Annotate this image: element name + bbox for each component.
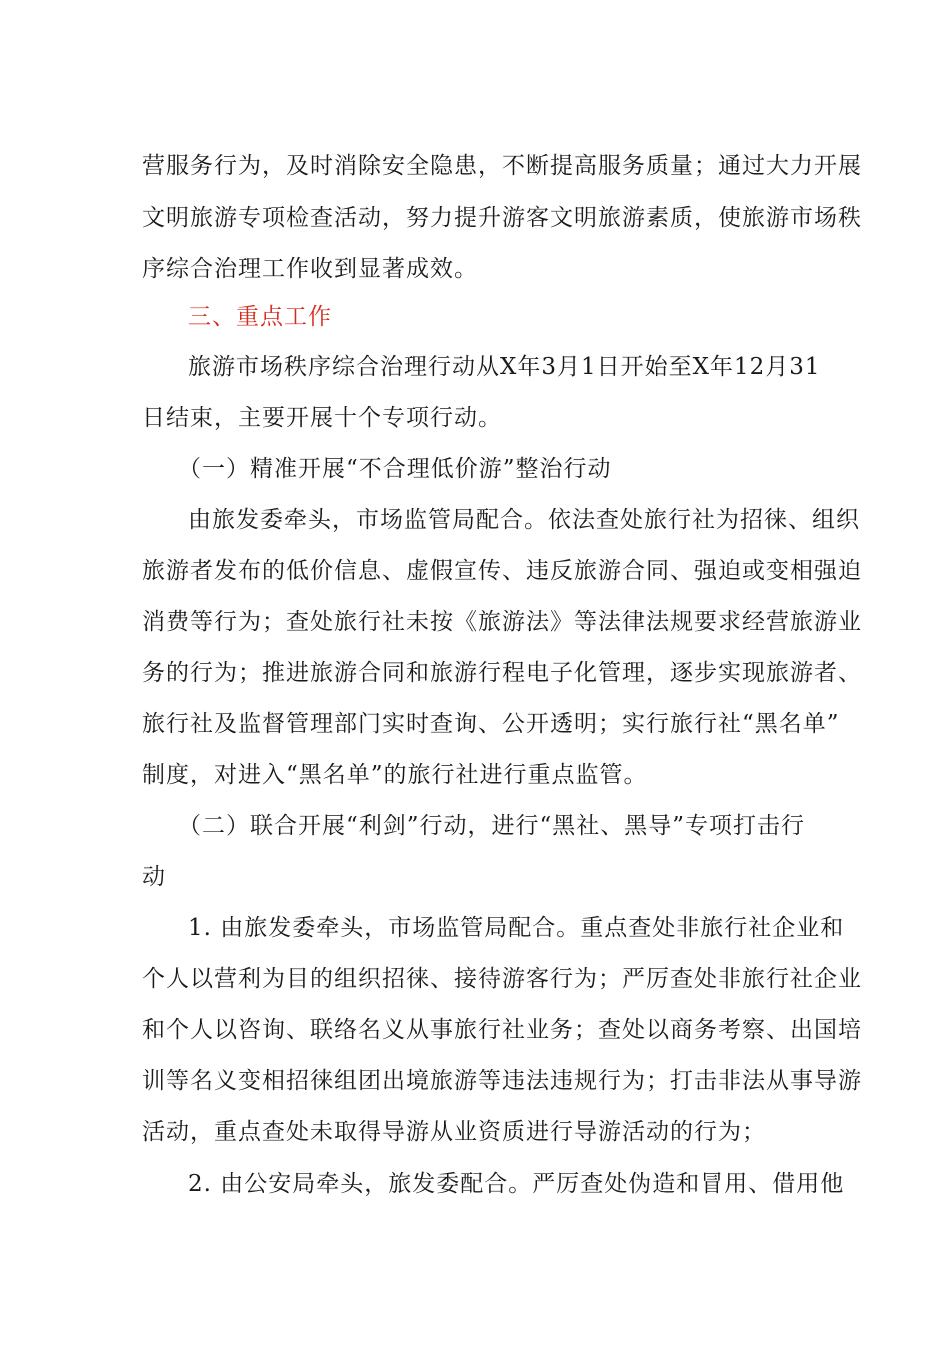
subsection-heading: （二）联合开展“利剑”行动，进行“黑社、黑导”专项打击行 [178, 813, 806, 839]
body-text-line: 消费等行为；查处旅行社未按《旅游法》等法律法规要求经营旅游业 [142, 609, 862, 635]
body-text-line: 旅行社及监督管理部门实时查询、公开透明；实行旅行社“黑名单” [142, 711, 840, 737]
body-text-line: 务的行为；推进旅游合同和旅游行程电子化管理，逐步实现旅游者、 [142, 660, 862, 686]
body-text-line: 文明旅游专项检查活动，努力提升游客文明旅游素质，使旅游市场秩 [142, 205, 862, 231]
section-heading: 三、重点工作 [188, 304, 332, 330]
body-text-line: 和个人以咨询、联络名义从事旅行社业务；查处以商务考察、出国培 [142, 1017, 862, 1043]
body-text-line: 活动，重点查处未取得导游从业资质进行导游活动的行为； [142, 1119, 766, 1145]
body-text-line: 序综合治理工作收到显著成效。 [142, 256, 478, 282]
body-text-line: 日结束，主要开展十个专项行动。 [142, 405, 502, 431]
numbered-item: 1. 由旅发委牵头，市场监管局配合。重点查处非旅行社企业和 [188, 915, 845, 941]
subsection-heading: （一）精准开展“不合理低价游”整治行动 [178, 456, 612, 482]
subsection-heading-continued: 动 [142, 864, 166, 890]
body-text-line: 旅游市场秩序综合治理行动从X年3月1日开始至X年12月31 [188, 354, 821, 380]
body-text-line: 营服务行为，及时消除安全隐患，不断提高服务质量；通过大力开展 [142, 153, 862, 179]
body-text-line: 由旅发委牵头，市场监管局配合。依法查处旅行社为招徕、组织 [188, 507, 860, 533]
body-text-line: 制度，对进入“黑名单”的旅行社进行重点监管。 [142, 762, 648, 788]
body-text-line: 旅游者发布的低价信息、虚假宣传、违反旅游合同、强迫或变相强迫 [142, 558, 862, 584]
body-text-line: 个人以营利为目的组织招徕、接待游客行为；严厉查处非旅行社企业 [142, 966, 862, 992]
body-text-line: 训等名义变相招徕组团出境旅游等违法违规行为；打击非法从事导游 [142, 1068, 862, 1094]
numbered-item: 2. 由公安局牵头，旅发委配合。严厉查处伪造和冒用、借用他 [188, 1171, 845, 1197]
